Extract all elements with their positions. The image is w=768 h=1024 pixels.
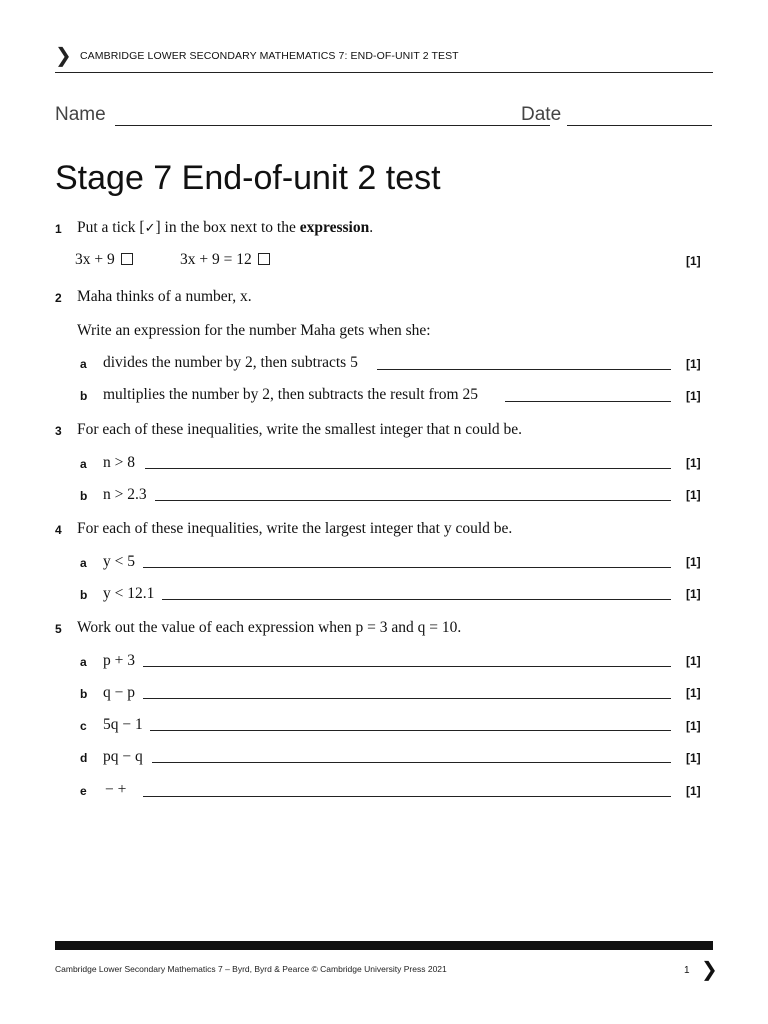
mark-label: [1] [686, 751, 701, 765]
footer-credit: Cambridge Lower Secondary Mathematics 7 – Byrd, Byrd & Pearce © Cambridge University Press 2021 [55, 964, 447, 974]
chevron-right-icon: ❯ [55, 45, 72, 67]
part-label: a [80, 556, 87, 570]
mark-label: [1] [686, 587, 701, 601]
question-1-option-b: 3x + 9 = 12 [180, 251, 270, 269]
mark-label: [1] [686, 389, 701, 403]
answer-line[interactable] [505, 401, 671, 402]
question-2-prompt: Write an expression for the number Maha gets when she: [77, 322, 431, 339]
question-4-text: For each of these inequalities, write the largest integer that y could be. [77, 520, 513, 537]
checkbox-option-b[interactable] [258, 253, 270, 265]
mark-label: [1] [686, 686, 701, 700]
question-1-option-a: 3x + 9 [75, 251, 133, 269]
question-number: 3 [55, 424, 62, 438]
part-label: b [80, 687, 88, 701]
part-label: c [80, 719, 87, 733]
part-text: y < 12.1 [103, 585, 155, 602]
page-title: Stage 7 End-of-unit 2 test [55, 159, 441, 197]
date-label: Date [521, 104, 562, 125]
part-text: pq − q [103, 748, 143, 765]
mark-label: [1] [686, 488, 701, 502]
answer-line[interactable] [377, 369, 671, 370]
question-number: 2 [55, 291, 62, 305]
mark-label: [1] [686, 254, 701, 268]
part-text: − + [105, 781, 127, 798]
name-field[interactable] [115, 125, 550, 126]
part-label: b [80, 588, 88, 602]
part-label: a [80, 457, 87, 471]
question-3-text: For each of these inequalities, write the smallest integer that n could be. [77, 421, 523, 438]
part-text: p + 3 [103, 652, 135, 669]
mark-label: [1] [686, 555, 701, 569]
answer-line[interactable] [152, 762, 671, 763]
part-text: 5q − 1 [103, 716, 143, 733]
part-text: q − p [103, 684, 135, 701]
part-label: a [80, 655, 87, 669]
answer-line[interactable] [162, 599, 671, 600]
part-label: e [80, 784, 87, 798]
answer-line[interactable] [143, 796, 671, 797]
header-title: CAMBRIDGE LOWER SECONDARY MATHEMATICS 7: END-OF-UNIT 2 TEST [80, 50, 459, 62]
part-label: d [80, 751, 88, 765]
running-header [55, 46, 713, 73]
mark-label: [1] [686, 719, 701, 733]
name-date-row [55, 104, 715, 128]
question-number: 5 [55, 622, 62, 636]
answer-line[interactable] [143, 698, 671, 699]
date-field[interactable] [567, 125, 712, 126]
part-label: a [80, 357, 87, 371]
question-number: 4 [55, 523, 62, 537]
page-number: 1 [684, 965, 690, 976]
answer-line[interactable] [155, 500, 671, 501]
mark-label: [1] [686, 784, 701, 798]
answer-line[interactable] [143, 567, 671, 568]
name-label: Name [55, 104, 106, 125]
answer-line[interactable] [145, 468, 671, 469]
mark-label: [1] [686, 654, 701, 668]
part-text: divides the number by 2, then subtracts 5 [103, 354, 358, 371]
part-label: b [80, 489, 88, 503]
part-text: n > 2.3 [103, 486, 147, 503]
question-1-text: Put a tick [✓] in the box next to the expression. [77, 219, 374, 236]
footer-bar [55, 941, 713, 950]
question-2-intro: Maha thinks of a number, x. [77, 288, 252, 305]
tick-icon: ✓ [144, 220, 156, 235]
mark-label: [1] [686, 456, 701, 470]
part-label: b [80, 389, 88, 403]
chevron-right-icon[interactable]: ❯ [701, 959, 718, 981]
part-text: multiplies the number by 2, then subtracts the result from 25 [103, 386, 478, 403]
mark-label: [1] [686, 357, 701, 371]
part-text: n > 8 [103, 454, 135, 471]
part-text: y < 5 [103, 553, 135, 570]
question-number: 1 [55, 222, 62, 236]
answer-line[interactable] [143, 666, 671, 667]
question-5-text: Work out the value of each expression when p = 3 and q = 10. [77, 619, 462, 636]
checkbox-option-a[interactable] [121, 253, 133, 265]
answer-line[interactable] [150, 730, 671, 731]
